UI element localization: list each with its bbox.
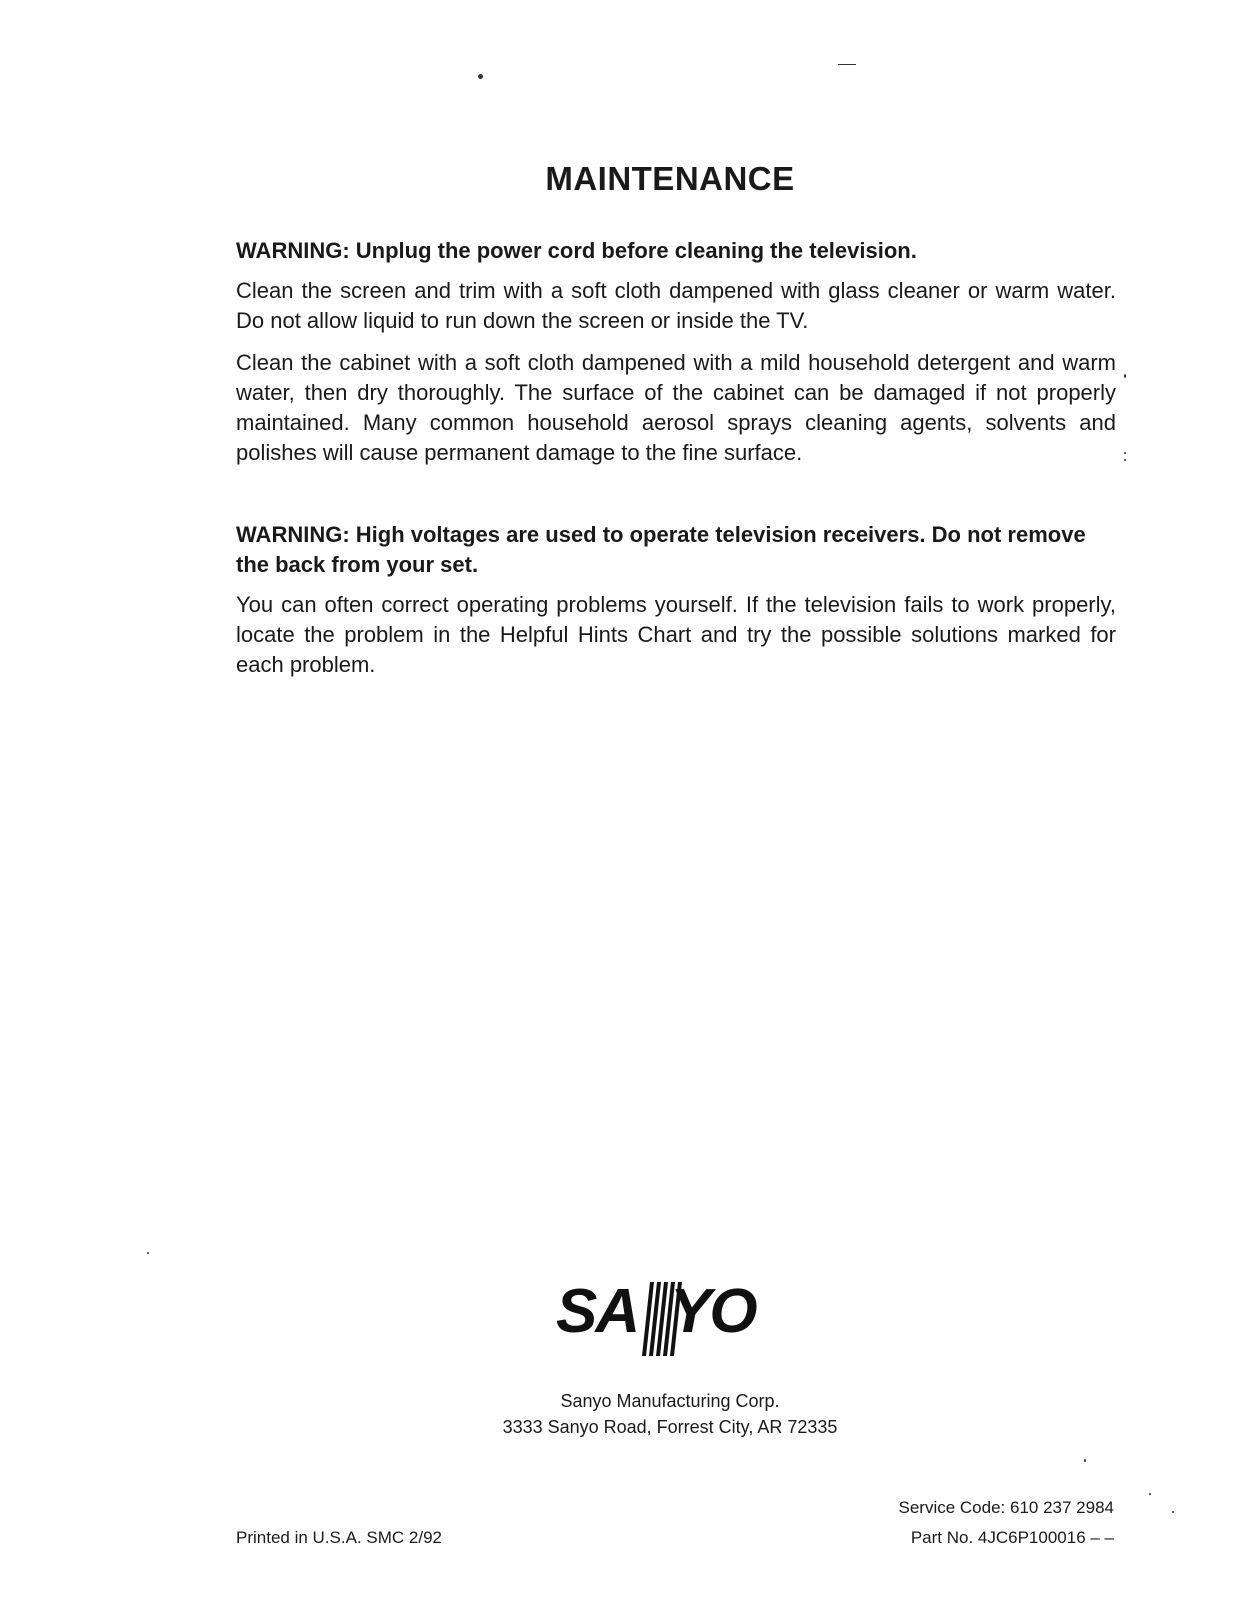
- scan-speck: [147, 1252, 149, 1254]
- paragraph-cabinet-cleaning: Clean the cabinet with a soft cloth dampened with a mild household detergent and warm water, then dry thoroughly. The surface of the cabinet can be damaged if not properly maintained. Many common household aerosol sprays cleaning agents, solvents and polishes will cause permanent damage to the fine surface.: [236, 350, 1116, 465]
- company-address: 3333 Sanyo Road, Forrest City, AR 72335: [502, 1417, 838, 1437]
- svg-text:YO: YO: [670, 1277, 756, 1346]
- sanyo-logo-icon: [556, 1268, 796, 1364]
- paragraph-screen-cleaning: Clean the screen and trim with a soft cloth dampened with glass cleaner or warm water. Do not allow liquid to run down the screen or inside the TV.: [236, 278, 1116, 333]
- scan-speck: [1149, 1493, 1151, 1495]
- scan-speck: [1084, 1459, 1086, 1462]
- company-info: [0, 1388, 1252, 1440]
- warning-unplug: WARNING: Unplug the power cord before cleaning the television.: [236, 238, 917, 263]
- printed-info: Printed in U.S.A. SMC 2/92: [236, 1528, 442, 1547]
- svg-text:SA: SA: [556, 1277, 639, 1346]
- scan-speck: [478, 74, 483, 79]
- codes-block: [899, 1493, 1115, 1553]
- part-number: Part No. 4JC6P100016 – –: [910, 1528, 1114, 1547]
- main-content: [236, 236, 1116, 680]
- scan-speck: [1124, 374, 1126, 378]
- page-title: MAINTENANCE: [545, 160, 795, 197]
- service-code: Service Code: 610 237 2984: [898, 1498, 1114, 1517]
- scan-speck: [1172, 1511, 1174, 1513]
- paragraph-troubleshooting: You can often correct operating problems yourself. If the television fails to work properly, locate the problem in the Helpful Hints Chart and try the possible solutions marked for each problem.: [236, 592, 1116, 677]
- company-name: Sanyo Manufacturing Corp.: [560, 1391, 780, 1411]
- scan-speck: [1124, 452, 1126, 454]
- warning-high-voltage: WARNING: High voltages are used to operate television receivers. Do not remove the back from your set.: [236, 522, 1086, 577]
- sanyo-logo: [556, 1268, 796, 1364]
- scan-mark: [838, 64, 856, 65]
- scan-speck: [1124, 459, 1126, 461]
